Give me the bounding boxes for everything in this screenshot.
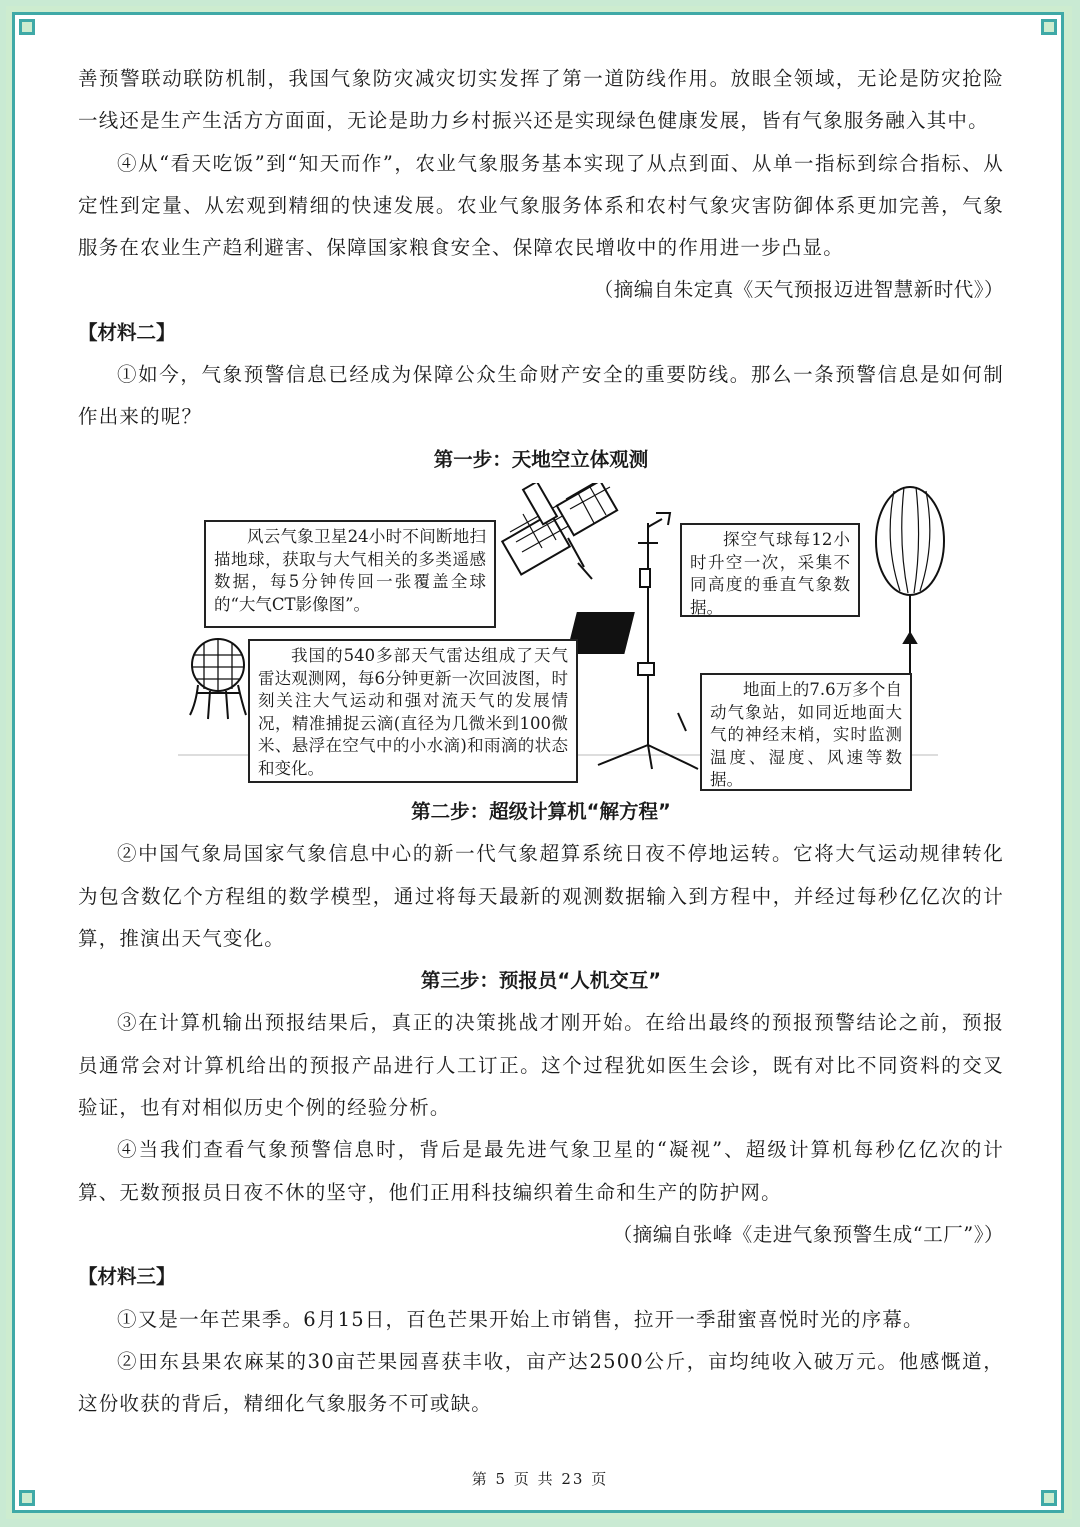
step-3-title: 第三步：预报员“人机交互” [420,969,662,993]
frame-corner [19,1490,35,1506]
material-2-heading: 【材料二】 [78,320,176,344]
material-3-paragraph-2: ②田东县果农麻某的30亩芒果园喜获丰收，亩产达2500公斤，亩均纯收入破万元。他感慨道，这份收获的背后，精细化气象服务不可或缺。 [78,1349,1004,1416]
source-citation-2: （摘编自张峰《走进气象预警生成“工厂”》） [612,1222,1004,1246]
balloon-textbox: 探空气球每12小时升空一次，采集不同高度的垂直气象数据。 [680,523,860,617]
satellite-icon [502,483,617,579]
observation-figure [78,483,1004,790]
material-3-heading: 【材料三】 [78,1265,176,1289]
material-2-paragraph-3: ③在计算机输出预报结果后，真正的决策挑战才刚开始。在给出最终的预报预警结论之前，预报员通常会对计算机给出的预报产品进行人工订正。这个过程犹如医生会诊，既有对比不同资料的交叉验证，也有对相似历史个例的经验分析。 [78,1011,1004,1120]
frame-corner [1041,19,1057,35]
radar-dome-icon [190,639,246,719]
page-content [78,58,1004,1425]
material-3-paragraph-1: ①又是一年芒果季。6月15日，百色芒果开始上市销售，拉开一季甜蜜喜悦时光的序幕。 [117,1307,924,1331]
material-2-paragraph-4: ④当我们查看气象预警信息时，背后是最先进气象卫星的“凝视”、超级计算机每秒亿亿次的计算、无数预报员日夜不休的坚守，他们正用科技编织着生命和生产的防护网。 [78,1138,1004,1204]
frame-corner [19,19,35,35]
step-2-title: 第二步：超级计算机“解方程” [411,799,671,823]
radar-textbox: 我国的540多部天气雷达组成了天气雷达观测网，每6分钟更新一次回波图，时刻关注大气运动和强对流天气的发展情况，精准捕捉云滴(直径为几微米到100微米、悬浮在空气中的小水滴)和雨滴的状态和变化。 [248,639,578,783]
paragraph-4: ④从“看天吃饭”到“知天而作”，农业气象服务基本实现了从点到面、从单一指标到综合指标、从定性到定量、从宏观到精细的快速发展。农业气象服务体系和农村气象灾害防御体系更加完善，气象服务在农业生产趋利避害、保障国家粮食安全、保障农民增收中的作用进一步凸显。 [78,151,1004,260]
source-citation-1: （摘编自朱定真《天气预报迈进智慧新时代》） [593,278,1004,302]
weather-station-icon [568,513,698,769]
page-footer: 第 5 页 共 23 页 [471,1470,609,1488]
step-1-title: 第一步：天地空立体观测 [433,447,649,471]
station-textbox: 地面上的7.6万多个自动气象站，如同近地面大气的神经末梢，实时监测温度、湿度、风速等数据。 [700,673,912,791]
satellite-textbox: 风云气象卫星24小时不间断地扫描地球，获取与大气相关的多类遥感数据，每5分钟传回一张覆盖全球的“大气CT影像图”。 [204,520,496,628]
frame-corner [1041,1490,1057,1506]
paragraph-continued: 善预警联动联防机制，我国气象防灾减灾切实发挥了第一道防线作用。放眼全领域，无论是防灾抢险一线还是生产生活方方面面，无论是助力乡村振兴还是实现绿色健康发展，皆有气象服务融入其中。 [78,67,1004,133]
material-2-paragraph-2: ②中国气象局国家气象信息中心的新一代气象超算系统日夜不停地运转。它将大气运动规律转化为包含数亿个方程组的数学模型，通过将每天最新的观测数据输入到方程中，并经过每秒亿亿次的计算，推演出天气变化。 [78,842,1004,950]
material-2-paragraph-1: ①如今，气象预警信息已经成为保障公众生命财产安全的重要防线。那么一条预警信息是如何制作出来的呢？ [78,363,1004,429]
weather-balloon-icon [876,487,944,695]
